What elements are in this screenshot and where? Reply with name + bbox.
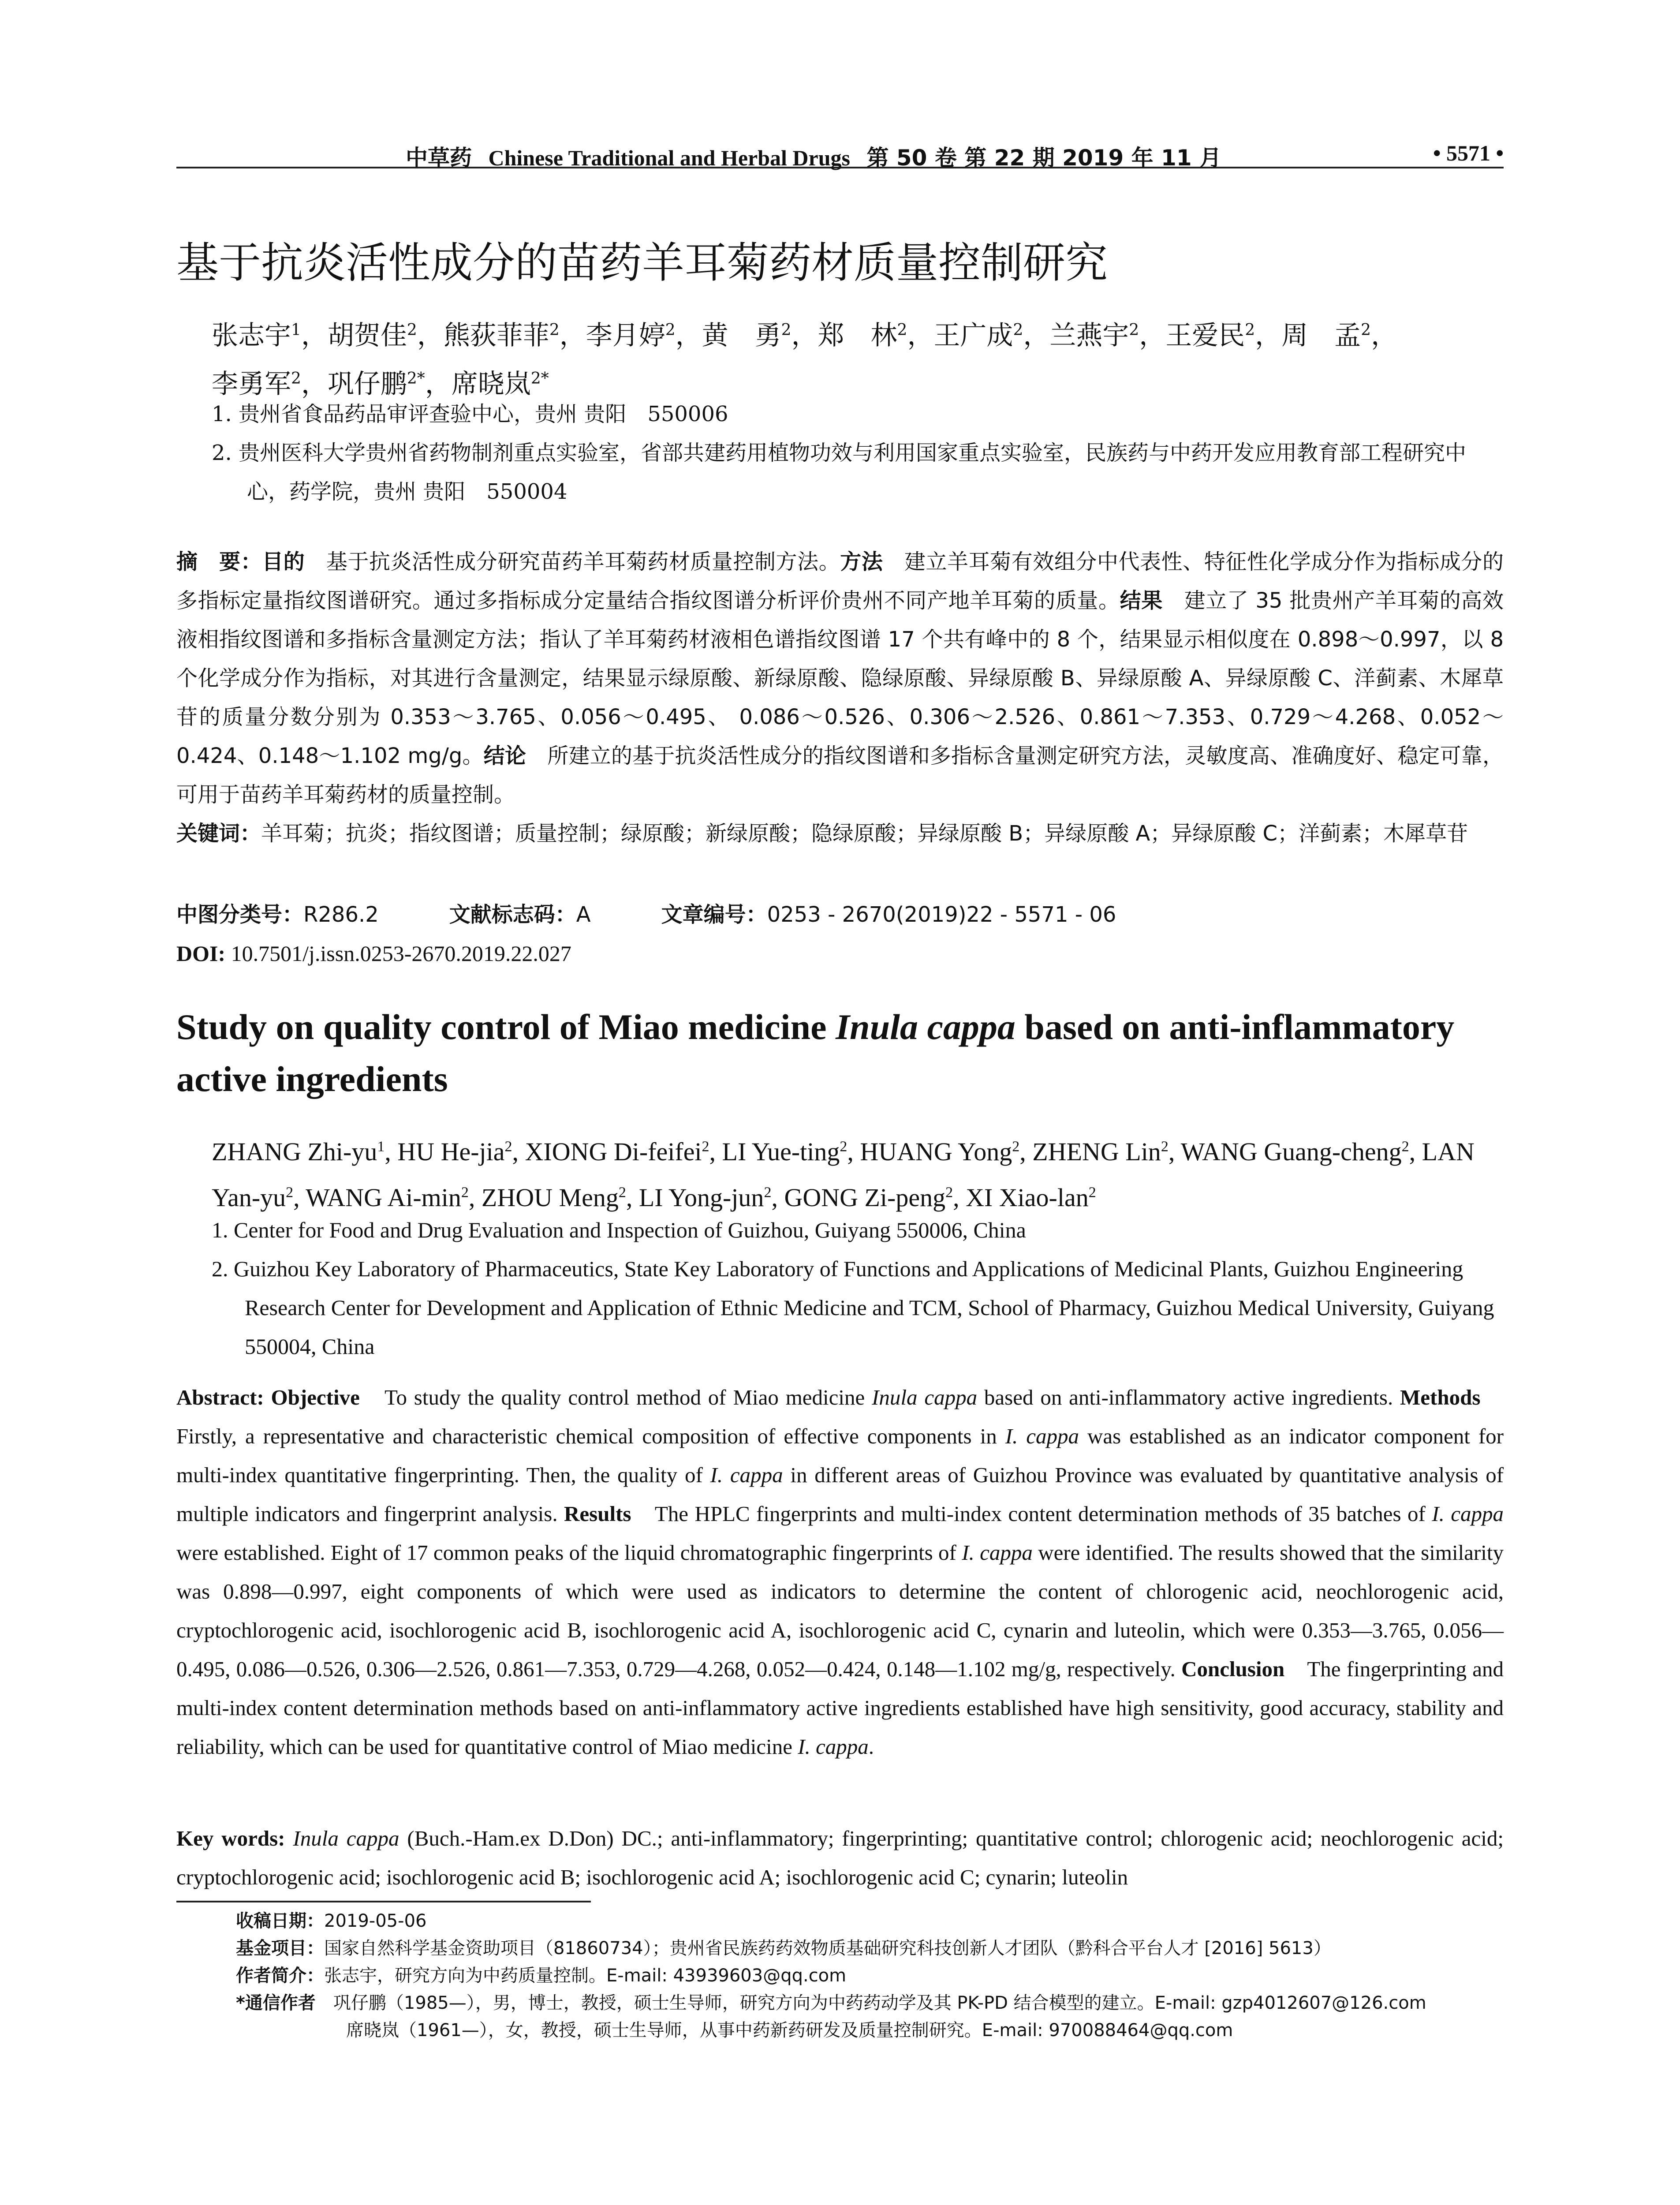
author: 熊荻菲菲$^2$， xyxy=(443,320,586,351)
author: XIONG Di-feifei$^2$, xyxy=(525,1137,722,1166)
author: 郑 林$^2$， xyxy=(818,320,934,351)
author: ZHANG Zhi-$yu^1$, xyxy=(212,1137,398,1166)
objective-text: 基于抗炎活性成分研究苗药羊耳菊药材质量控制方法。 xyxy=(305,549,840,574)
author: HU He-jia$^2$, xyxy=(397,1137,525,1166)
footnotes xyxy=(236,1907,1504,2044)
english-authors xyxy=(212,1127,1504,1218)
author: HUANG Yong$^2$, xyxy=(860,1137,1033,1166)
author: 王爱民$^2$， xyxy=(1165,320,1282,351)
journal-cn-logo: 中草药 xyxy=(406,145,472,171)
author: LI Yue-ting$^2$, xyxy=(722,1137,860,1166)
chinese-title: 基于抗炎活性成分的苗药羊耳菊药材质量控制研究 xyxy=(176,238,1108,288)
received-date: 收稿日期：2019-05-06 xyxy=(236,1911,427,1931)
english-abstract: Abstract: Objective To study the quality control method of Miao medicine Inula cappa based on anti-inflammatory active ingredients. Methods Firstly, a representative and characteristic chemical composition of effective components in I. cappa was established as an indicator component for multi-index quantitative fingerprinting. Then, the quality of I. cappa in different areas of Guizhou Province was evaluated by quantitative analysis of multiple indicators and fingerprint analysis. Results The HPLC fingerprints and multi-index content determination methods of 35 batches of I. cappa were established. Eight of 17 common peaks of the liquid chromatographic fingerprints of I. cappa were identified. The results showed that the similarity was 0.898—0.997, eight components of which were used as indicators to determine the content of chlorogenic acid, neochlorogenic acid, cryptochlorogenic acid, isochlorogenic acid B, isochlorogenic acid A, isochlorogenic acid C, cynarin and luteolin, which were 0.353—3.765, 0.056—0.495, 0.086—0.526, 0.306—2.526, 0.861—7.353, 0.729—4.268, 0.052—0.424, 0.148—1.102 mg/g, respectively. Conclusion The fingerprinting and multi-index content determination methods based on anti-inflammatory active ingredients established have high sensitivity, good accuracy, stability and reliability, which can be used for quantitative control of Miao medicine I. cappa. xyxy=(176,1385,1504,1759)
keywords-text: (Buch.-Ham.ex D.Don) DC.; anti-inflammatory; fingerprinting; quantitative control; chlorogenic acid; neochlorogenic acid; cryptochlorogenic acid; isochlorogenic acid B; isochlorogenic acid A; isochlorogenic acid C; cynarin; luteolin xyxy=(176,1826,1504,1889)
fund-info: 基金项目：国家自然科学基金资助项目（81860734）；贵州省民族药药效物质基础研究科技创新人才团队（黔科合平台人才 [2016] 5613） xyxy=(236,1938,1331,1958)
running-head xyxy=(176,140,1504,171)
corresponding-author-1: *通信作者 巩仔鹏（1985—），男，博士，教授，硕士生导师，研究方向为中药药动学及其 PK-PD 结合模型的建立。E-mail: gzp4012607@126.com xyxy=(236,1993,1426,2013)
article-no-value: 0253 - 2670(2019)22 - 5571 - 06 xyxy=(767,902,1116,927)
classification-line xyxy=(176,895,1116,934)
author: LI Yong-jun$^2$, xyxy=(638,1183,784,1212)
author: XI Xiao-lan$^2$ xyxy=(966,1183,1096,1212)
article-no-label: 文章编号： xyxy=(661,902,767,927)
doc-code-label: 文献标志码： xyxy=(449,902,576,927)
clc-value: R286.2 xyxy=(303,902,379,927)
results-label: 结果 xyxy=(1120,588,1163,613)
abstract-label: 摘 要： xyxy=(176,549,262,574)
clc-label: 中图分类号： xyxy=(176,902,304,927)
doi-line xyxy=(176,934,571,973)
footnote-rule xyxy=(176,1901,591,1902)
author: WANG Guang-cheng$^2$, xyxy=(1180,1137,1422,1166)
chinese-abstract xyxy=(176,542,1504,853)
doc-code-value: A xyxy=(576,902,591,927)
author: 胡贺佳$^2$， xyxy=(327,320,444,351)
affiliation-1: 1. 贵州省食品药品审评查验中心，贵州 贵阳 550006 xyxy=(212,402,728,426)
author: GONG Zi-peng$^2$, xyxy=(784,1183,966,1212)
chinese-keywords xyxy=(176,814,1504,853)
author: LAN Yan-$yu^2$, xyxy=(212,1137,1475,1212)
author: 兰燕宇$^2$， xyxy=(1049,320,1166,351)
author: 王广成$^2$， xyxy=(933,320,1050,351)
results-label: Results xyxy=(564,1502,631,1526)
abstract-objective-label: Abstract: Objective xyxy=(176,1385,360,1409)
conclusion-label: Conclusion xyxy=(1181,1657,1285,1681)
author: 张志宇$^1$， xyxy=(212,320,328,351)
author: 李月婷$^2$， xyxy=(586,320,702,351)
corresponding-author-2: 席晓岚（1961—），女，教授，硕士生导师，从事中药新药研发及质量控制研究。E-mail: 970088464@qq.com xyxy=(346,2020,1233,2041)
keywords-text: 羊耳菊；抗炎；指纹图谱；质量控制；绿原酸；新绿原酸；隐绿原酸；异绿原酸 B；异绿原酸 A；异绿原酸 C；洋蓟素；木犀草苷 xyxy=(261,821,1468,846)
methods-label: Methods xyxy=(1400,1385,1481,1409)
english-keywords: Key words: Inula cappa (Buch.-Ham.ex D.Don) DC.; anti-inflammatory; fingerprinting; quantitative control; chlorogenic acid; neochlorogenic acid; cryptochlorogenic acid; isochlorogenic acid B; isochlorogenic acid A; isochlorogenic acid C; cynarin; luteolin xyxy=(176,1826,1504,1889)
conclusion-text: 所建立的基于抗炎活性成分的指纹图谱和多指标含量测定研究方法，灵敏度高、准确度好、稳定可靠，可用于苗药羊耳菊药材的质量控制。 xyxy=(176,744,1504,807)
author: ZHENG Lin$^2$, xyxy=(1032,1137,1181,1166)
article-page xyxy=(176,0,1504,2205)
methods-label: 方法 xyxy=(840,549,883,574)
conclusion-label: 结论 xyxy=(483,744,526,768)
doi-value: 10.7501/j.issn.0253-2670.2019.22.027 xyxy=(225,941,571,966)
author: 黄 勇$^2$， xyxy=(702,320,818,351)
author: WANG $Ai-\min^2$, xyxy=(306,1183,482,1212)
keywords-label: Key words: xyxy=(176,1826,285,1850)
chinese-affiliations xyxy=(212,395,1508,511)
affiliation-2: 2. 贵州医科大学贵州省药物制剂重点实验室，省部共建药用植物功效与利用国家重点实验室，民族药与中药开发应用教育部工程研究中心，药学院，贵州 贵阳 550004 xyxy=(212,441,1467,504)
doi-label: DOI: xyxy=(176,941,226,966)
page-number: • 5571 • xyxy=(1433,141,1504,165)
author-bio: 作者简介：张志宇，研究方向为中药质量控制。E-mail: 43939603@qq.com xyxy=(236,1966,847,1986)
journal-en-name: Chinese Traditional and Herbal Drugs xyxy=(488,146,850,170)
affiliation-1: 1. Center for Food and Drug Evaluation and Inspection of Guizhou, Guiyang 550006, China xyxy=(212,1218,1026,1242)
english-affiliations xyxy=(212,1211,1504,1366)
methods-text: 建立羊耳菊有效组分中代表性、特征性化学成分作为指标成分的多指标定量指纹图谱研究。通过多指标成分定量结合指纹图谱分析评价贵州不同产地羊耳菊的质量。 xyxy=(176,549,1504,613)
keywords-label: 关键词： xyxy=(176,821,261,846)
author: 周 孟$^2$， xyxy=(1281,320,1398,351)
chinese-authors xyxy=(212,309,1508,406)
author: 巩仔鹏$^{2*}$， xyxy=(327,369,452,400)
english-title: Study on quality control of Miao medicine Inula cappa based on anti-inflammatory active ingredients xyxy=(176,1007,1455,1099)
author: 李勇军$^2$， xyxy=(212,369,328,400)
issue-info: 第 50 卷 第 22 期 2019 年 11 月 xyxy=(866,145,1222,171)
running-head-journal xyxy=(406,140,1221,172)
results-text: 建立了 35 批贵州产羊耳菊的高效液相指纹图谱和多指标含量测定方法；指认了羊耳菊药材液相色谱指纹图谱 17 个共有峰中的 8 个，结果显示相似度在 0.898～0.997，以 8 个化学成分作为指标，对其进行含量测定，结果显示绿原酸、新绿原酸、隐绿原酸、异绿原酸 B、异绿原酸 A、异绿原酸 C、洋蓟素、木犀草苷的质量分数分别为 0.353～3.765、0.056～0.495、 0.086～0.526、0.306～2.526、0.861～7.353、0.729～4.268、0.052～0.424、0.148～1.102 mg/g。 xyxy=(176,588,1504,768)
author: 席晓岚$^{2*}$ xyxy=(451,369,549,400)
author: ZHOU Meng$^2$, xyxy=(481,1183,639,1212)
chinese-authors-line-1 xyxy=(212,309,1508,357)
affiliation-2: 2. Guizhou Key Laboratory of Pharmaceutics, State Key Laboratory of Functions and Applications of Medicinal Plants, Guizhou Engineering Research Center for Development and Application of Ethnic Medicine and TCM, School of Pharmacy, Guizhou Medical University, Guiyang 550004, China xyxy=(212,1256,1494,1359)
species-name: Inula cappa xyxy=(836,1007,1015,1047)
objective-label: 目的 xyxy=(262,549,305,574)
